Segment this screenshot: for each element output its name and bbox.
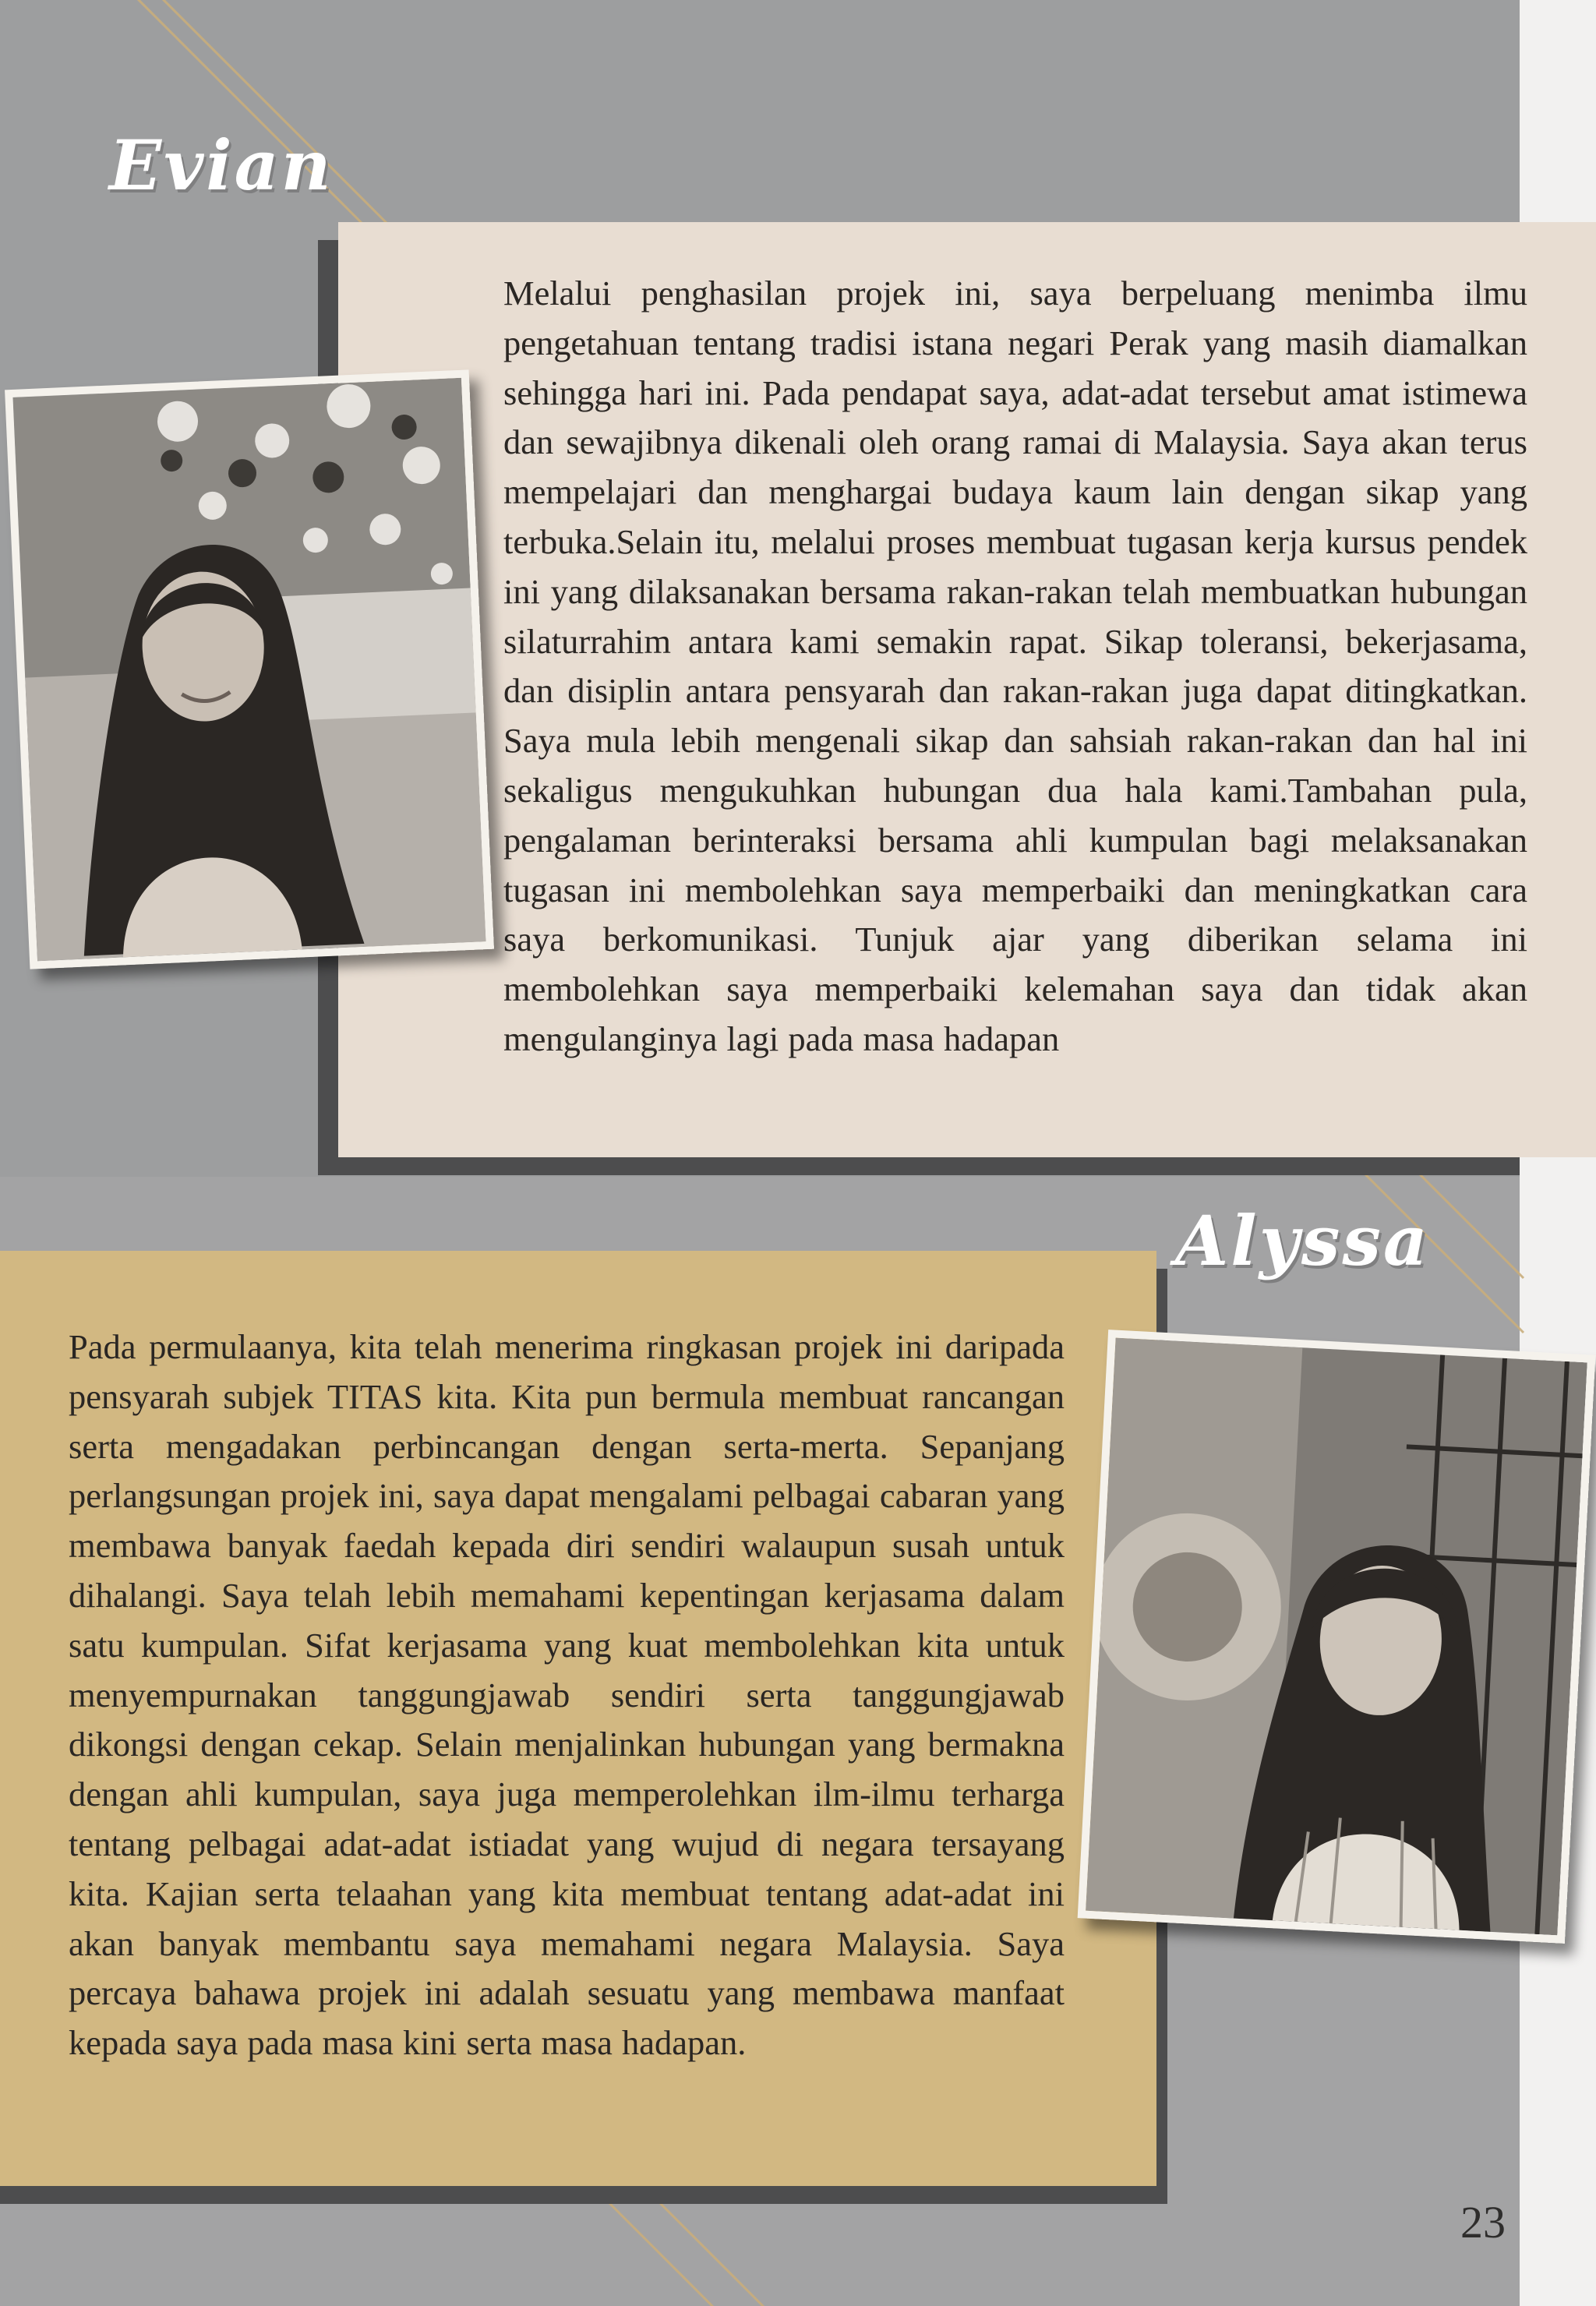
alyssa-photo [1078,1330,1596,1944]
evian-paragraph: Melalui penghasilan projek ini, saya berpeluang menimba ilmu pengetahuan tentang tradisi istana negari Perak yang masih diamalkan sehingga hari ini. Pada pendapat saya, adat-adat tersebut amat istimewa dan sewajibnya dikenali oleh orang ramai di Malaysia. Saya akan terus mempelajari dan menghargai budaya kaum lain dengan sikap yang terbuka.Selain itu, melalui proses membuat tugasan kerja kursus pendek ini yang dilaksanakan bersama rakan-rakan telah membuatkan hubungan silaturrahim antara kami semakin rapat. Sikap toleransi, bekerjasama, dan disiplin antara pensyarah dan rakan-rakan juga dapat ditingkatkan. Saya mula lebih mengenali sikap dan sahsiah rakan-rakan dan hal ini sekaligus mengukuhkan hubungan dua hala kami.Tambahan pula, pengalaman berinteraksi bersama ahli kumpulan bagi melaksanakan tugasan ini membolehkan saya memperbaiki dan meningkatkan cara saya berkomunikasi. Tunjuk ajar yang diberikan selama ini membolehkan saya memperbaiki kelemahan saya dan tidak akan mengulanginya lagi pada masa hadapan [503,274,1527,1058]
alyssa-paragraph: Pada permulaanya, kita telah menerima ringkasan projek ini daripada pensyarah subjek TITAS kita. Kita pun bermula membuat rancangan serta mengadakan perbincangan dengan serta-merta. Sepanjang perlangsungan projek ini, saya dapat mengalami pelbagai cabaran yang membawa banyak faedah kepada diri sendiri walaupun susah untuk dihalangi. Saya telah lebih memahami kepentingan kerjasama dalam satu kumpulan. Sifat kerjasama yang kuat membolehkan kita untuk menyempurnakan tanggungjawab sendiri serta tanggungjawab dikongsi dengan cekap. Selain menjalinkan hubungan yang bermakna dengan ahli kumpulan, saya juga memperolehkan ilm-ilmu terharga tentang pelbagai adat-adat istiadat yang wujud di negara tersayang kita. Kajian serta telaahan yang kita membuat tentang adat-adat ini akan banyak membantu saya memahami negara Malaysia. Saya percaya bahawa projek ini adalah sesuatu yang membawa manfaat kepada saya pada masa kini serta masa hadapan. [69,1327,1065,2063]
evian-reflection-card [338,222,1596,1157]
evian-photo [5,369,494,969]
page-number: 23 [1460,2197,1506,2248]
alyssa-reflection-card [0,1251,1156,2186]
portrait-illustration [1086,1338,1587,1936]
portrait-illustration [12,378,486,961]
alyssa-name: Alyssa [1175,1200,1430,1281]
evian-name: Evian [109,125,334,206]
